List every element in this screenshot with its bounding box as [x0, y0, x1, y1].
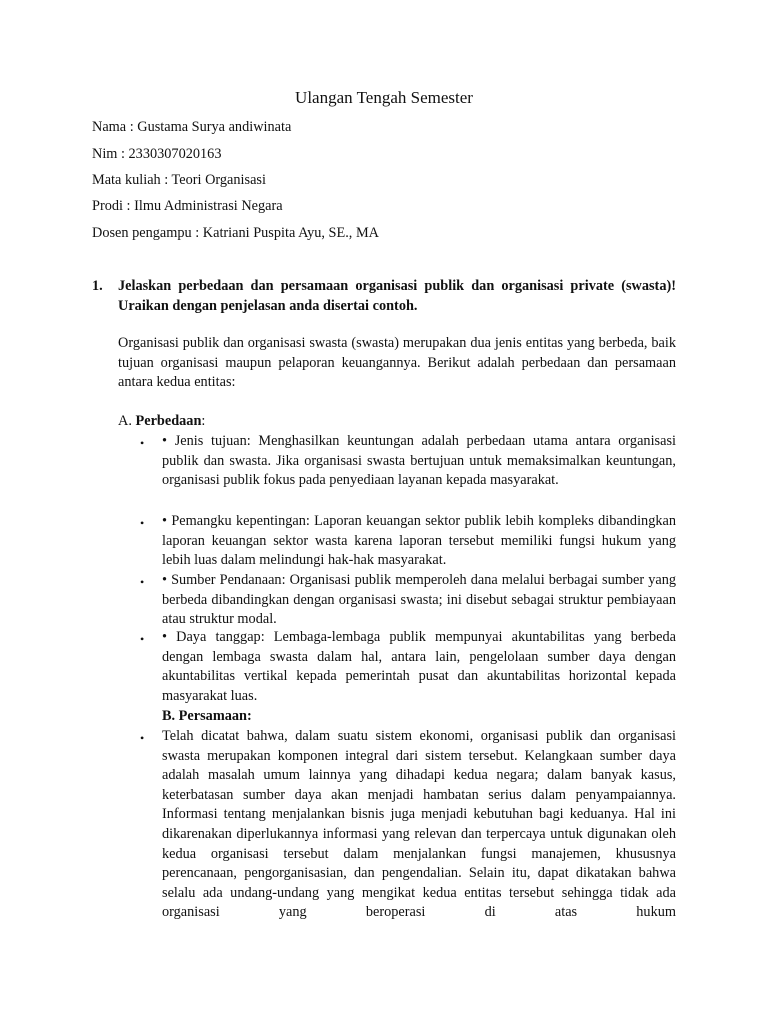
- bullet-marker: •: [140, 516, 145, 530]
- document-title: Ulangan Tengah Semester: [295, 88, 473, 107]
- bullet-marker: •: [140, 436, 145, 450]
- section-b-heading: B. Persamaan:: [162, 708, 252, 724]
- similarity-paragraph: Telah dicatat bahwa, dalam suatu sistem ekonomi, organisasi publik dan organisasi swasta merupakan komponen integral dari sistem tersebut. Kelangkaan sumber daya adalah masalah umum lainnya yang dihadapi kedua negara; dalam banyak kasus, keterbatasan sumber daya akan menjadi hambatan serius dalam penyampaiannya. Informasi tentang menjalankan bisnis juga menjadi kebutuhan bagi keduanya. Hal ini dikarenakan diperlukannya informasi yang relevan dan terpercaya untuk digunakan oleh kedua organisasi tersebut dalam menjalankan fungsi manajemen, khususnya perencanaan, pengorganisasian, dan pengendalian. Selain itu, dapat dikatakan bahwa selalu ada undang-undang yang mengikat kedua entitas tersebut sehingga tidak ada organisasi yang beroperasi di atas hukum: [162, 728, 676, 921]
- intro-paragraph: Organisasi publik dan organisasi swasta (swasta) merupakan dua jenis entitas yang berbeda, baik tujuan organisasi maupun pelaporan keuangannya. Berikut adalah perbedaan dan persamaan antara kedua entitas:: [118, 335, 676, 391]
- bullet-marker: •: [140, 731, 145, 745]
- difference-item-stakeholders: • Pemangku kepentingan: Laporan keuangan sektor publik lebih kompleks dibandingkan laporan keuangan sektor wasta karena laporan tersebut memiliki fungsi hukum yang lebih luas dalam melindungi hak-hak masyarakat.: [162, 513, 676, 569]
- difference-item-responsiveness: • Daya tanggap: Lembaga-lembaga publik mempunyai akuntabilitas yang berbeda dengan lembaga swasta dalam hal, antara lain, pengelolaan sumber daya dengan akuntabilitas vertikal kepada pemerintah pusat dan akuntabilitas horizontal kepada masyarakat luas.: [162, 629, 676, 704]
- question-number: 1.: [92, 278, 103, 294]
- section-a-prefix: A.: [118, 413, 136, 429]
- course-name: Mata kuliah : Teori Organisasi: [92, 172, 266, 188]
- section-a-heading: [118, 412, 205, 432]
- difference-item-purpose: • Jenis tujuan: Menghasilkan keuntungan adalah perbedaan utama antara organisasi publik dan swasta. Jika organisasi swasta bertujuan untuk memaksimalkan keuntungan, organisasi publik fokus pada penyediaan layanan kepada masyarakat.: [162, 433, 676, 489]
- bullet-marker: •: [140, 575, 145, 589]
- student-id: Nim : 2330307020163: [92, 146, 222, 162]
- student-name: Nama : Gustama Surya andiwinata: [92, 119, 292, 135]
- section-a-title: Perbedaan: [135, 413, 202, 429]
- section-a-colon: :: [201, 413, 206, 429]
- difference-item-funding: • Sumber Pendanaan: Organisasi publik memperoleh dana melalui berbagai sumber yang berbeda dibandingkan dengan organisasi swasta; ini disebut sebagai struktur pembiayaan atau struktur modal.: [162, 572, 676, 628]
- study-program: Prodi : Ilmu Administrasi Negara: [92, 198, 283, 214]
- question-text: Jelaskan perbedaan dan persamaan organisasi publik dan organisasi private (swasta)! Uraikan dengan penjelasan anda disertai contoh.: [118, 278, 676, 314]
- lecturer: Dosen pengampu : Katriani Puspita Ayu, SE., MA: [92, 225, 379, 241]
- bullet-marker: •: [140, 632, 145, 646]
